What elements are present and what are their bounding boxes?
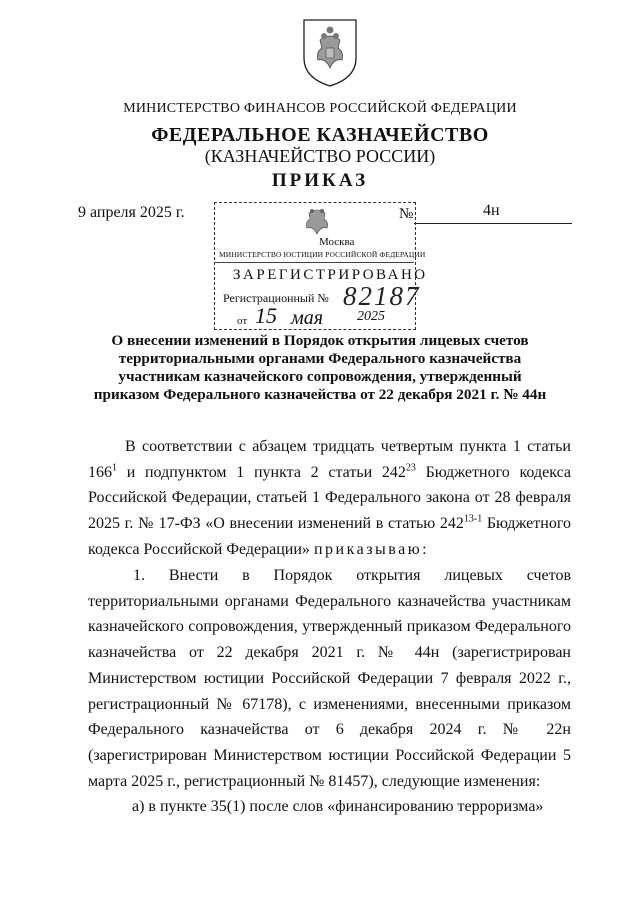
paragraph-basis	[88, 434, 571, 563]
p1-text-a: В соответствии с абзацем тридцать четвертым пункта 1 статьи 166	[88, 438, 571, 481]
stamp-month: мая	[291, 307, 324, 329]
document-type: ПРИКАЗ	[271, 170, 369, 191]
paragraph-item-1: 1. Внести в Порядок открытия лицевых счетов территориальными органами Федерального казначейства участникам казначейского сопровождения, утвержденный приказом Федерального казначейства от 22 декабря 2021 г. № 44н (зарегистрирован Министерством юстиции Российской Федерации 7 февраля 2022 г., регистрационный № 67178), с изменениями, внесенными приказом Федерального казначейства от 6 декабря 2024 г. № 22н (зарегистрирован Министерством юстиции Российской Федерации 5 марта 2025 г., регистрационный № 81457), следующие изменения:	[88, 567, 571, 790]
number-underline	[414, 223, 572, 224]
ministry-name: МИНИСТЕРСТВО ФИНАНСОВ РОССИЙСКОЙ ФЕДЕРАЦИИ	[123, 101, 517, 116]
p1-sup-1: 1	[112, 462, 117, 474]
p1-text-b: и подпунктом 1 пункта 2 статьи 242	[117, 463, 406, 481]
registration-stamp	[214, 202, 428, 330]
stamp-reg-number: 82187	[343, 281, 421, 311]
order-number-label: №	[399, 206, 414, 222]
coat-of-arms-icon	[300, 18, 360, 88]
stamp-eagle-icon	[303, 205, 331, 237]
p1-text-d: Бюджетного кодекса Российской Федерации»	[88, 515, 571, 558]
p1-text-c: Бюджетного кодекса Российской Федерации, статьей 1 Федерального закона от 28 февраля 2025 г. № 17-ФЗ «О внесении изменений в статью 242	[88, 463, 571, 533]
order-date: 9 апреля 2025 г.	[78, 204, 185, 221]
stamp-year: 2025	[357, 309, 385, 324]
stamp-ministry: МИНИСТЕРСТВО ЮСТИЦИИ РОССИЙСКОЙ ФЕДЕРАЦИИ	[219, 250, 426, 259]
agency-name: ФЕДЕРАЛЬНОЕ КАЗНАЧЕЙСТВО	[151, 124, 489, 146]
stamp-city: Москва	[319, 236, 355, 248]
p1-sup-3: 13-1	[463, 513, 483, 525]
stamp-day: 15	[255, 303, 277, 328]
stamp-from-label: от	[237, 315, 248, 327]
paragraph-subitem-a: а) в пункте 35(1) после слов «финансированию терроризма»	[132, 798, 544, 815]
p1-sup-2: 23	[405, 462, 416, 474]
stamp-registered: ЗАРЕГИСТРИРОВАНО	[233, 267, 428, 283]
stamp-reg-label: Регистрационный №	[223, 291, 329, 305]
order-number: 4н	[483, 202, 500, 219]
order-title: О внесении изменений в Порядок открытия лицевых счетов территориальными органами Федерального казначейства участникам казначейского сопровождения, утвержденный приказом Федерального казначейства от 22 декабря 2021 г. № 44н	[93, 332, 547, 403]
p1-order-word: приказываю:	[313, 540, 430, 558]
agency-short-name: (КАЗНАЧЕЙСТВО РОССИИ)	[204, 146, 436, 166]
stamp-divider	[215, 262, 414, 263]
